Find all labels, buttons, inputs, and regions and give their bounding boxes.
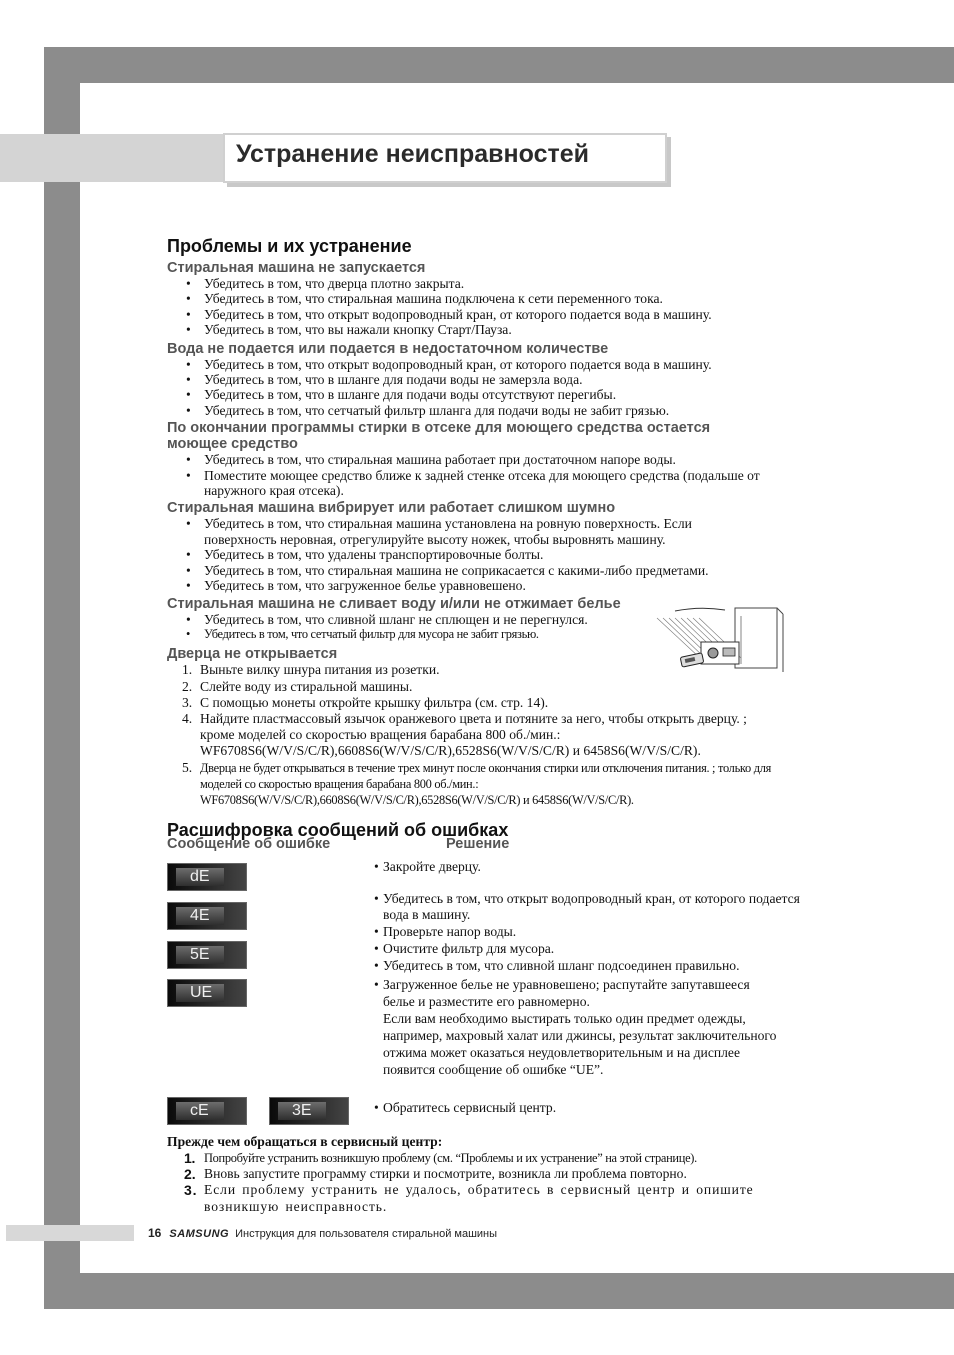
washing-machine-filter-illustration (655, 606, 785, 684)
list-item: • Обратитесь сервисный центр. (383, 1100, 804, 1115)
bullet-list (167, 276, 807, 338)
list-item: • Загруженное белье не уравновешено; распутайте запутавшееся белье и разместите его равномерно. (383, 976, 784, 1010)
frame-bottom-bar (44, 1273, 954, 1309)
list-item: • Убедитесь в том, что стиральная машина подключена к сети переменного тока. (204, 291, 807, 306)
list-item: • Убедитесь в том, что в шланге для подачи воды не замерзла вода. (204, 372, 807, 387)
list-item: • Проверьте напор воды. (383, 923, 804, 940)
list-item: 2. Слейте воду из стиральной машины. (182, 678, 413, 694)
list-item: 4. Найдите пластмассовый язычок оранжевого цвета и потяните за него, чтобы открыть дверцу. ; кроме моделей со скоростью вращения барабана 800 об./мин.: WF6708S6(W/V/S/C/R),6608S6(W/V/S/C/R),6528S6(W/V/S/C/R) и 6458S6(W/V/S/C/R). (182, 710, 747, 759)
note-text: Если вам необходимо выстирать только один предмет одежды, например, махровый халат или джинсы, результат заключительного отжима может оказаться неудовлетворительным и на дисплее появится сообщение об ошибке “UE”. (383, 1011, 777, 1077)
numbered-list (167, 662, 775, 808)
group-heading: Вода не подается или подается в недостаточном количестве (167, 340, 609, 357)
error-code-UE: UE (167, 979, 247, 1007)
solution-UE (374, 976, 784, 1078)
list-item: • Убедитесь в том, что сливной шланг подсоединен правильно. (383, 957, 804, 974)
group-heading: По окончании программы стирки в отсеке для моющего средства остается моющее средство (167, 420, 711, 453)
column-header-message: Сообщение об ошибке (167, 836, 331, 852)
solution-4E-5E (374, 891, 804, 974)
list-item: • Убедитесь в том, что в шланге для подачи воды отсутствуют перегибы. (204, 387, 807, 402)
page-footer (148, 1226, 497, 1240)
numbered-list (167, 1150, 787, 1215)
error-code-4E: 4E (167, 902, 247, 930)
list-item: • Убедитесь в том, что вы нажали кнопку Старт/Пауза. (204, 322, 807, 337)
group-heading: Стиральная машина вибрирует или работает слишком шумно (167, 500, 616, 517)
list-item: • Убедитесь в том, что открыт водопроводный кран, от которого подается вода в машину. (383, 891, 804, 923)
list-item: • Поместите моющее средство ближе к задней стенке отсека для моющего средства (подальше от наружного края отсека). (204, 468, 764, 499)
list-item: • Убедитесь в том, что стиральная машина не соприкасается с какими-либо предметами. (204, 563, 764, 578)
list-item: 5. Дверца не будет открываться в течение трех минут после окончания стирки или отключения питания. ; только для моделей со скоростью вращения барабана 800 об./мин.: WF6708S6(W/V/S/C/R),6608S6(W/V/S/C/R),6528S6(W/V/S/C/R) и 6458S6(W/V/S/C/R). (182, 759, 771, 807)
list-item: • Убедитесь в том, что загруженное белье уравновешено. (204, 578, 764, 593)
error-code-3E: 3E (269, 1097, 349, 1125)
solution-dE (374, 859, 804, 874)
troubleshooting-section (167, 234, 807, 842)
list-item: • Убедитесь в том, что стиральная машина работает при достаточном напоре воды. (204, 452, 764, 467)
group-heading: Стиральная машина не запускается (167, 260, 426, 276)
frame-top-bar (44, 47, 954, 83)
page-number: 16 (148, 1226, 162, 1240)
frame-left-bar (44, 47, 80, 1309)
brand-logo: SAMSUNG (169, 1228, 230, 1240)
error-code-5E: 5E (167, 941, 247, 969)
group-heading: Стиральная машина не сливает воду и/или не отжимает белье (167, 595, 621, 612)
service-heading: Прежде чем обращаться в сервисный центр: (167, 1134, 443, 1149)
section-title-problems: Проблемы и их устранение (167, 236, 412, 256)
footer-band (6, 1225, 134, 1241)
list-item: • Убедитесь в том, что открыт водопроводный кран, от которого подается вода в машину. (204, 357, 807, 372)
list-item: 3. С помощью монеты откройте крышку фильтра (см. стр. 14). (182, 694, 549, 710)
list-item: • Убедитесь в том, что стиральная машина установлена на ровную поверхность. Если поверхность неровная, отрегулируйте высоту ножек, чтобы выровнять машину. (204, 516, 764, 547)
list-item: • Убедитесь в том, что удалены транспортировочные болты. (204, 547, 764, 562)
list-item: 1. Выньте вилку шнура питания из розетки. (182, 662, 440, 678)
bullet-list (167, 357, 807, 419)
bullet-list (167, 452, 764, 498)
list-item: • Убедитесь в том, что сетчатый фильтр шланга для подачи воды не забит грязью. (204, 403, 807, 418)
list-item: • Убедитесь в том, что дверца плотно закрыта. (204, 276, 807, 291)
list-item: • Убедитесь в том, что открыт водопроводный кран, от которого подается вода в машину. (204, 307, 807, 322)
list-item: 3. Если проблему устранить не удалось, обратитесь в сервисный центр и опишите возникшую неисправность. (184, 1182, 754, 1214)
bullet-list (167, 516, 764, 593)
page-title: Устранение неисправностей (236, 140, 590, 168)
service-center-section (167, 1134, 787, 1215)
list-item: • Убедитесь в том, что сетчатый фильтр для мусора не забит грязью. (204, 627, 807, 642)
error-code-cE: cE (167, 1097, 247, 1125)
footer-text: Инструкция для пользователя стиральной машины (235, 1228, 498, 1240)
list-item: • Очистите фильтр для мусора. (383, 940, 804, 957)
list-item: • Убедитесь в том, что сливной шланг не сплющен и не перегнулся. (204, 612, 807, 627)
section-title-errors: Расшифровка сообщений об ошибках (167, 820, 509, 841)
list-item: 1. Попробуйте устранить возникшую проблему (см. “Проблемы и их устранение” на этой странице). (184, 1150, 697, 1166)
title-band (0, 134, 224, 182)
solution-cE (374, 1100, 804, 1115)
list-item: 2. Вновь запустите программу стирки и посмотрите, возникла ли проблема повторно. (184, 1166, 687, 1183)
error-code-dE: dE (167, 863, 247, 891)
group-heading: Дверца не открывается (167, 646, 338, 663)
list-item: • Закройте дверцу. (383, 859, 804, 874)
column-header-solution: Решение (446, 836, 510, 852)
